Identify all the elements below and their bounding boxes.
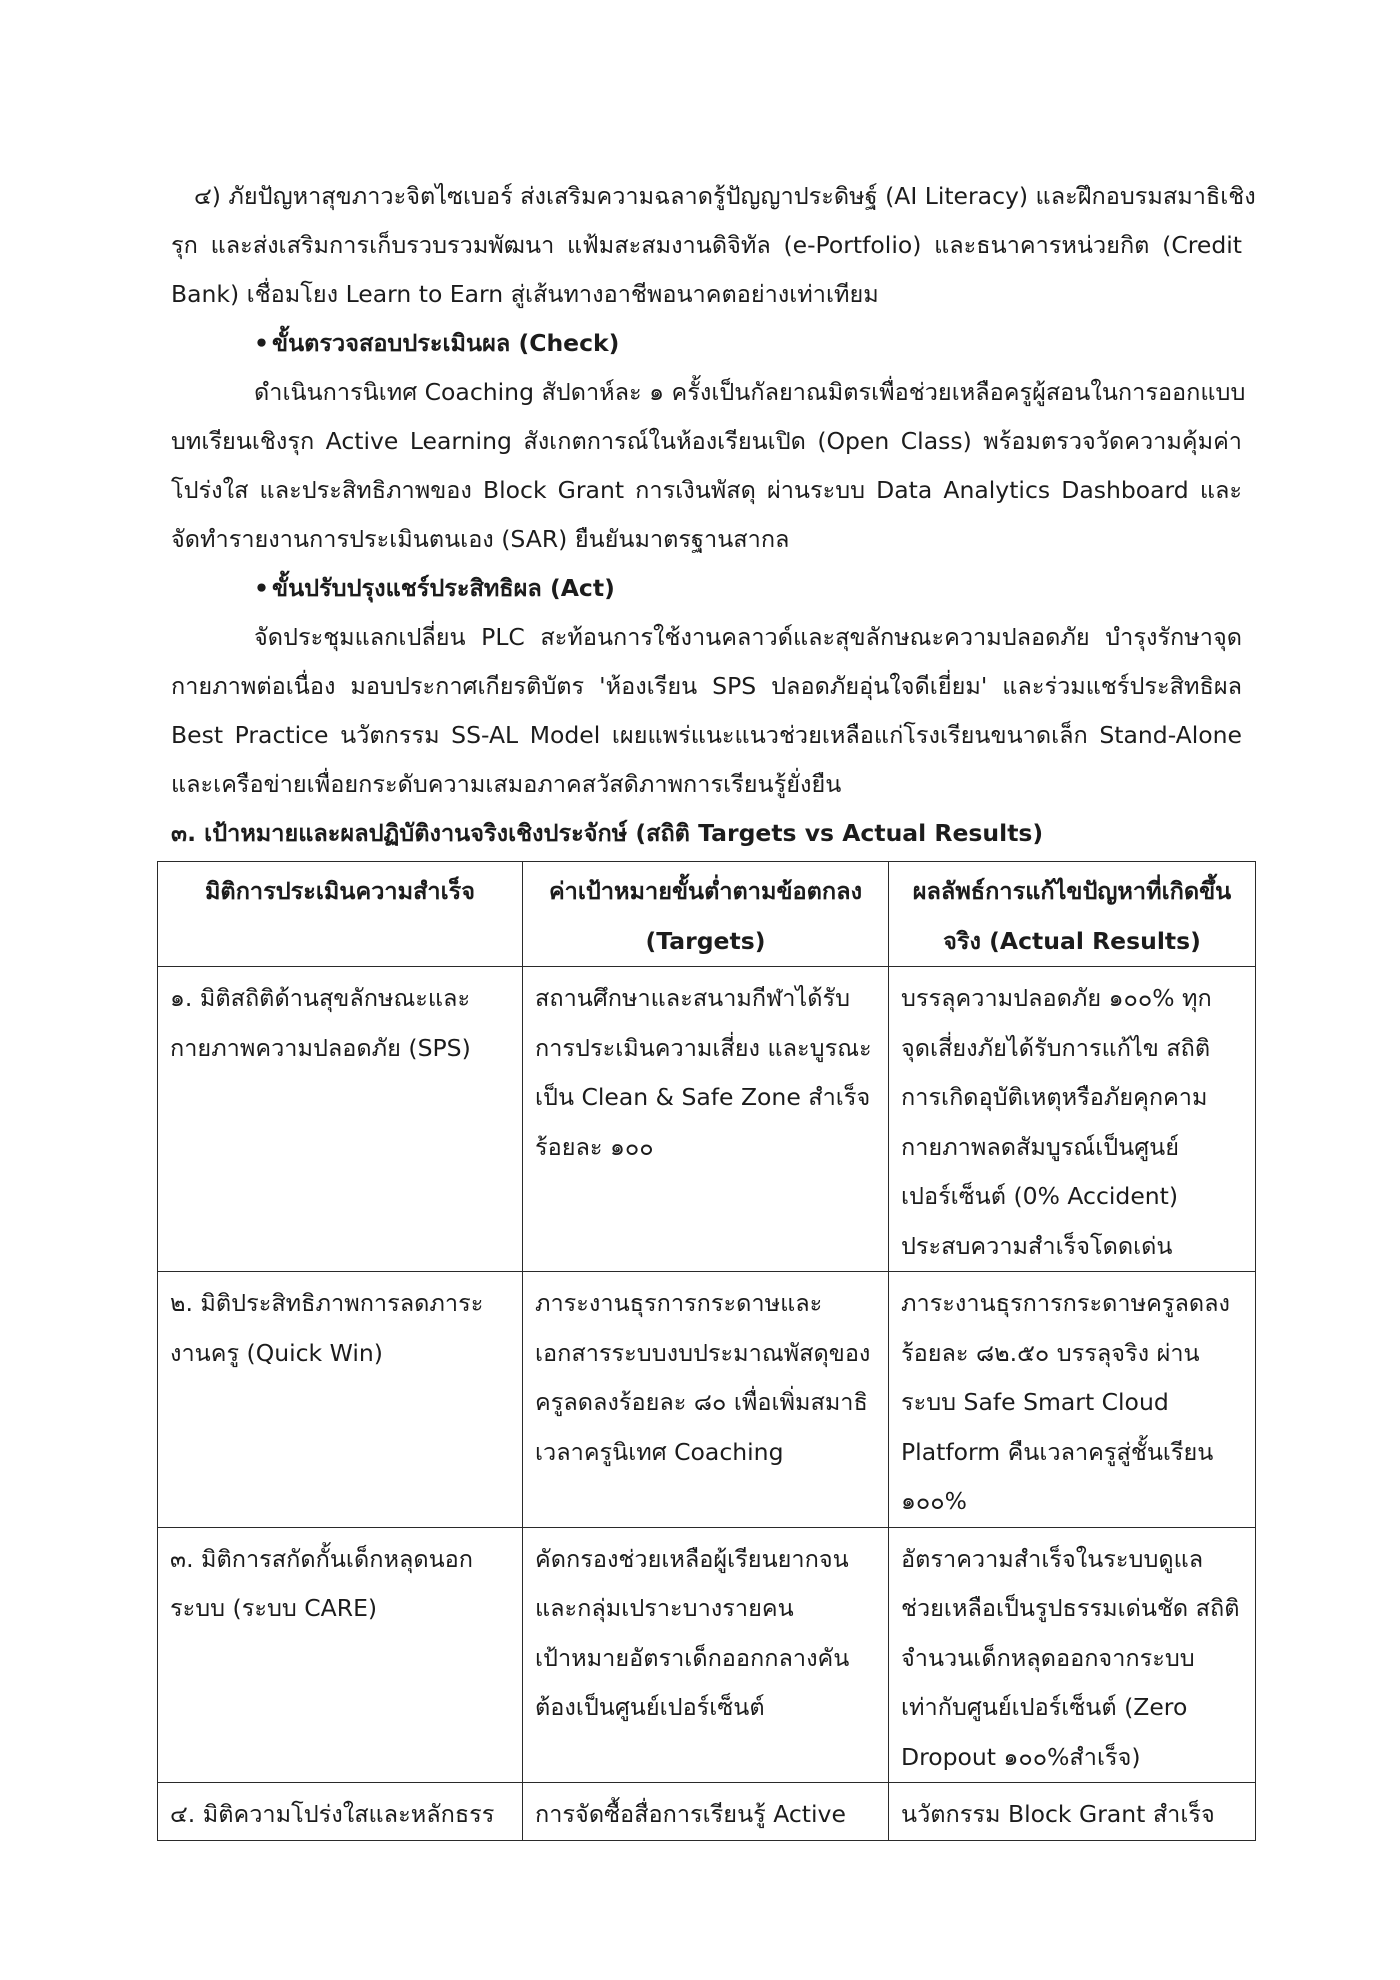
intro-line-2: รุก และส่งเสริมการเก็บรวบรวมพัฒนา แฟ้มสะสมงานดิจิทัล (e-Portfolio) และธนาคารหน่วยกิต (Credit — [171, 231, 1242, 259]
act-line-3: Best Practice นวัตกรรม SS-AL Model เผยแพร่แนะแนวช่วยเหลือแก่โรงเรียนขนาดเล็ก Stand-Alone — [171, 721, 1242, 749]
act-line-1: จัดประชุมแลกเปลี่ยน PLC สะท้อนการใช้งานคลาวด์และสุขลักษณะความปลอดภัย บำรุงรักษาจุด — [254, 623, 1242, 651]
section3-heading: ๓. เป้าหมายและผลปฏิบัติงานจริงเชิงประจักษ์ (สถิติ Targets vs Actual Results) — [171, 819, 1044, 847]
act-line-4: และเครือข่ายเพื่อยกระดับความเสมอภาคสวัสดิภาพการเรียนรู้ยั่งยืน — [171, 770, 842, 798]
check-line-3: โปร่งใส และประสิทธิภาพของ Block Grant การเงินพัสดุ ผ่านระบบ Data Analytics Dashboard และ — [171, 476, 1242, 504]
cell-dimension: ๑. มิติสถิติด้านสุขลักษณะและ กายภาพความปลอดภัย (SPS) — [158, 967, 523, 1272]
header-actual: ผลลัพธ์การแก้ไขปัญหาที่เกิดขึ้น จริง (Actual Results) — [889, 862, 1256, 967]
cell-target: ภาระงานธุรการกระดาษและ เอกสารระบบงบประมาณพัสดุของ ครูลดลงร้อยละ ๘๐ เพื่อเพิ่มสมาธิ เวลาครูนิเทศ Coaching — [523, 1272, 889, 1528]
table-row — [158, 1783, 1256, 1841]
intro-line-3: Bank) เชื่อมโยง Learn to Earn สู่เส้นทางอาชีพอนาคตอย่างเท่าเทียม — [171, 280, 879, 308]
act-line-2: กายภาพต่อเนื่อง มอบประกาศเกียรติบัตร 'ห้องเรียน SPS ปลอดภัยอุ่นใจดีเยี่ยม' และร่วมแชร์ประสิทธิผล — [171, 672, 1242, 700]
check-line-2: บทเรียนเชิงรุก Active Learning สังเกตการณ์ในห้องเรียนเปิด (Open Class) พร้อมตรวจวัดความคุ้มค่า — [171, 427, 1242, 455]
table-row — [158, 1272, 1256, 1528]
cell-dimension: ๓. มิติการสกัดกั้นเด็กหลุดนอก ระบบ (ระบบ CARE) — [158, 1527, 523, 1783]
check-heading — [254, 328, 619, 358]
act-heading — [254, 573, 615, 603]
cell-target: คัดกรองช่วยเหลือผู้เรียนยากจน และกลุ่มเปราะบางรายคน เป้าหมายอัตราเด็กออกกลางคัน ต้องเป็นศูนย์เปอร์เซ็นต์ — [523, 1527, 889, 1783]
intro-line-1: ๔) ภัยปัญหาสุขภาวะจิตไซเบอร์ ส่งเสริมความฉลาดรู้ปัญญาประดิษฐ์ (AI Literacy) และฝึกอบรมสมาธิเชิง — [194, 182, 1256, 210]
cell-target: การจัดซื้อสื่อการเรียนรู้ Active — [523, 1783, 889, 1841]
bullet-icon: • — [254, 574, 270, 602]
check-line-4: จัดทำรายงานการประเมินตนเอง (SAR) ยืนยันมาตรฐานสากล — [171, 525, 790, 553]
table-row — [158, 967, 1256, 1272]
results-table — [157, 861, 1256, 1841]
cell-dimension: ๒. มิติประสิทธิภาพการลดภาระ งานครู (Quick Win) — [158, 1272, 523, 1528]
cell-actual: บรรลุความปลอดภัย ๑๐๐% ทุก จุดเสี่ยงภัยได้รับการแก้ไข สถิติ การเกิดอุบัติเหตุหรือภัยคุกคาม กายภาพลดสัมบูรณ์เป็นศูนย์ เปอร์เซ็นต์ (0% Accident) ประสบความสำเร็จโดดเด่น — [889, 967, 1256, 1272]
cell-dimension: ๔. มิติความโปร่งใสและหลักธรร — [158, 1783, 523, 1841]
cell-target: สถานศึกษาและสนามกีฬาได้รับ การประเมินความเสี่ยง และบูรณะ เป็น Clean & Safe Zone สำเร็จ ร้อยละ ๑๐๐ — [523, 967, 889, 1272]
cell-actual: นวัตกรรม Block Grant สำเร็จ — [889, 1783, 1256, 1841]
cell-actual: อัตราความสำเร็จในระบบดูแล ช่วยเหลือเป็นรูปธรรมเด่นชัด สถิติ จำนวนเด็กหลุดออกจากระบบ เท่ากับศูนย์เปอร์เซ็นต์ (Zero Dropout ๑๐๐%สำเร็จ) — [889, 1527, 1256, 1783]
table-header-row — [158, 862, 1256, 967]
check-line-1: ดำเนินการนิเทศ Coaching สัปดาห์ละ ๑ ครั้งเป็นกัลยาณมิตรเพื่อช่วยเหลือครูผู้สอนในการออกแบบ — [254, 378, 1246, 406]
act-heading-text: ขั้นปรับปรุงแชร์ประสิทธิผล (Act) — [272, 574, 615, 602]
bullet-icon: • — [254, 329, 270, 357]
header-target: ค่าเป้าหมายขั้นต่ำตามข้อตกลง (Targets) — [523, 862, 889, 967]
check-heading-text: ขั้นตรวจสอบประเมินผล (Check) — [272, 329, 620, 357]
header-dimension: มิติการประเมินความสำเร็จ — [158, 862, 523, 967]
table-row — [158, 1527, 1256, 1783]
cell-actual: ภาระงานธุรการกระดาษครูลดลง ร้อยละ ๘๒.๕๐ บรรลุจริง ผ่าน ระบบ Safe Smart Cloud Platform คืนเวลาครูสู่ชั้นเรียน ๑๐๐% — [889, 1272, 1256, 1528]
